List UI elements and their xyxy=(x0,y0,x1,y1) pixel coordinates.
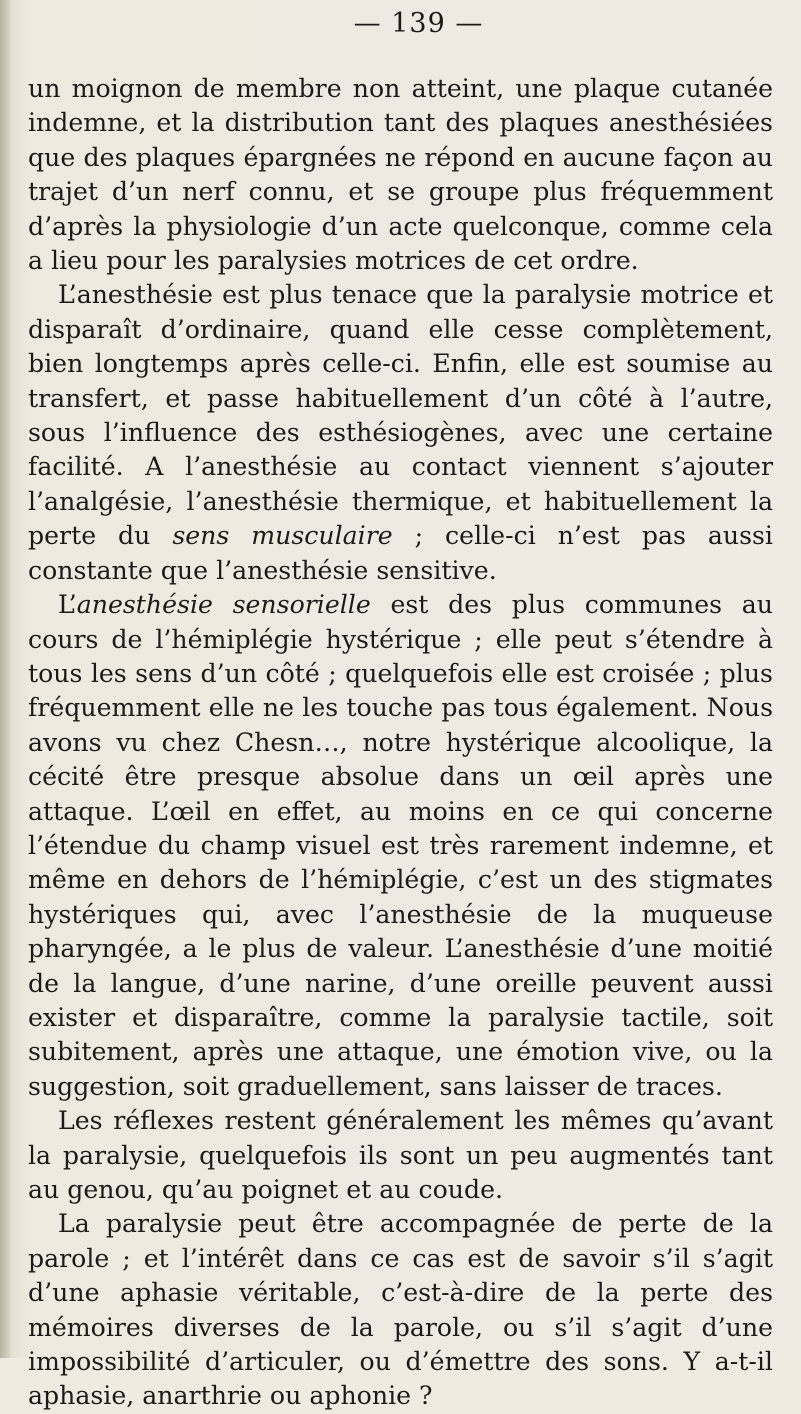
paragraph xyxy=(28,278,773,588)
text-run: L’ xyxy=(58,590,77,620)
paragraph xyxy=(28,72,773,278)
italic-term: anesthésie sensorielle xyxy=(76,590,371,620)
page-number: — 139 — xyxy=(353,8,484,39)
italic-term: sens musculaire xyxy=(172,521,393,551)
text-run: L’anesthésie est plus tenace que la paralysie motrice et disparaît d’ordinaire, quand elle cesse complètement, bien longtemps après celle-ci. Enfin, elle est soumise au transfert, et passe habituellement d’un côté à l’autre, sous l’influence des esthésiogènes, avec une certaine facilité. A l’anesthésie au contact viennent s’ajouter l’analgésie, l’anesthésie thermique, et habituellement la perte du xyxy=(28,280,773,551)
paragraph xyxy=(28,588,773,1104)
text-run: La paralysie peut être accompagnée de perte de la parole ; et l’intérêt dans ce cas est de savoir s’il s’agit d’une aphasie véritable, c’est-à-dire de la perte des mémoires diverses de la parole, ou s’il s’agit d’une impossibilité d’articuler, ou d’émettre des sons. Y a-t-il aphasie, anarthrie ou aphonie ? xyxy=(28,1209,773,1411)
body-text xyxy=(28,72,773,1414)
text-run: Les réflexes restent généralement les mêmes qu’avant la paralysie, quelquefois ils sont un peu augmentés tant au genou, qu’au poignet et au coude. xyxy=(28,1106,773,1204)
text-run: ; celle-ci n’est pas aussi constante que l’anesthésie sensitive. xyxy=(28,521,773,585)
text-run: est des plus communes au cours de l’hémiplégie hystérique ; elle peut s’étendre à tous les sens d’un côté ; quelquefois elle est croisée ; plus fréquemment elle ne les touche pas tous également. Nous avons vu chez Chesn…, notre hystérique alcoolique, la cécité être presque absolue dans un œil après une attaque. L’œil en effet, au moins en ce qui concerne l’étendue du champ visuel est très rarement indemne, et même en dehors de l’hémiplégie, c’est un des stigmates hystériques qui, avec l’anesthésie de la muqueuse pharyngée, a le plus de valeur. L’anesthésie d’une moitié de la langue, d’une narine, d’une oreille peuvent aussi exister et disparaître, comme la paralysie tactile, soit subitement, après une attaque, une émotion vive, ou la suggestion, soit graduellement, sans laisser de traces. xyxy=(28,590,773,1101)
text-run: un moignon de membre non atteint, une plaque cutanée indemne, et la distribution tant des plaques anesthésiées que des plaques épargnées ne répond en aucune façon au trajet d’un nerf connu, et se groupe plus fréquemment d’après la physiologie d’un acte quelconque, comme cela a lieu pour les paralysies motrices de cet ordre. xyxy=(28,74,773,276)
paragraph xyxy=(28,1207,773,1413)
paragraph xyxy=(28,1104,773,1207)
binding-shadow xyxy=(0,0,10,1358)
